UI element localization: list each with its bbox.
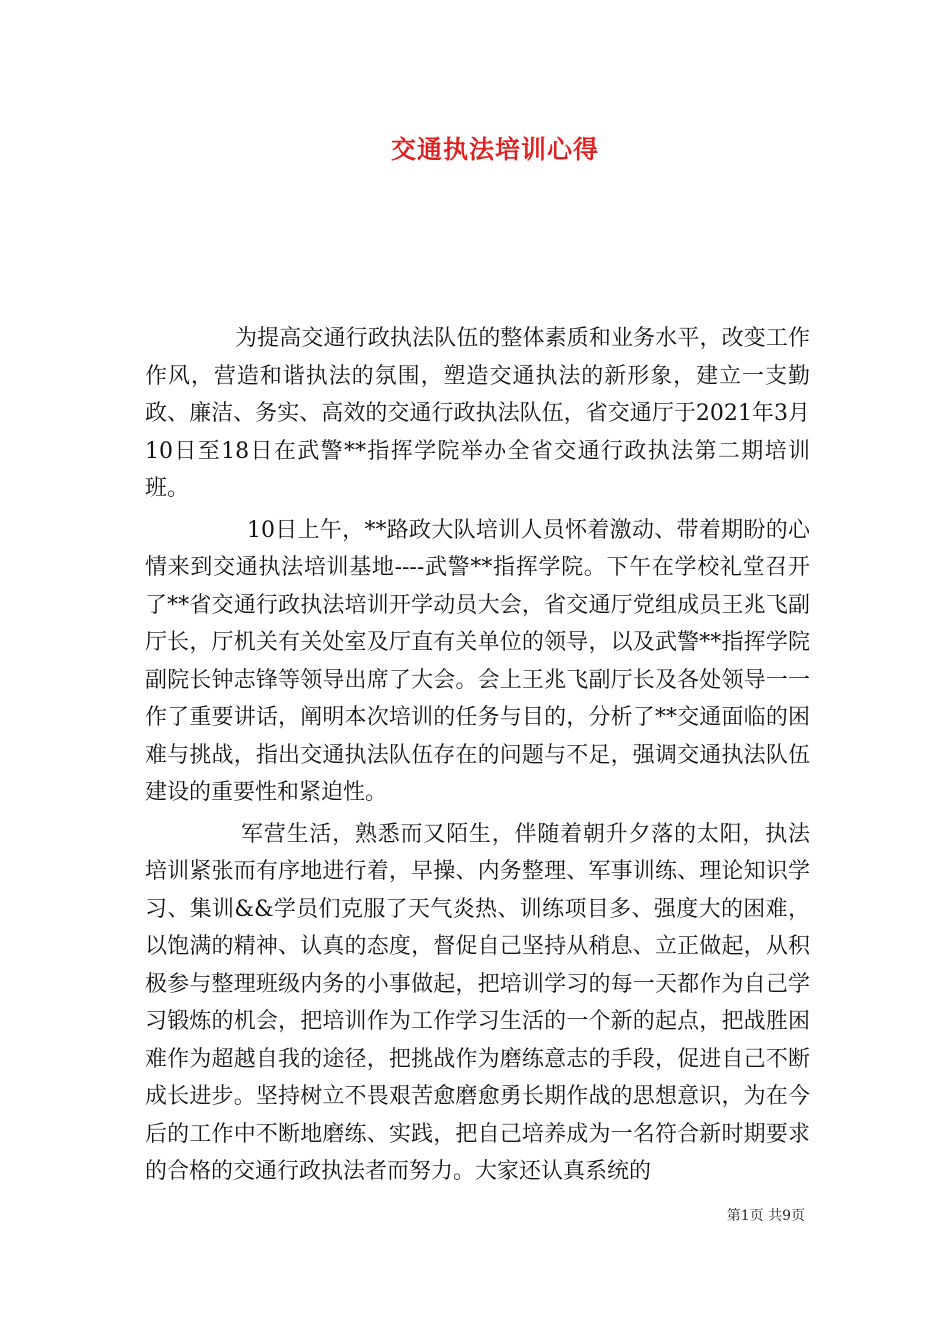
document-title: 交通执法培训心得	[390, 135, 599, 164]
page-number: 第1页 共9页	[726, 1208, 805, 1224]
paragraph-2: 10日上午，**路政大队培训人员怀着激动、带着期盼的心情来到交通执法培训基地----武警**指挥学院。下午在学校礼堂召开了**省交通行政执法培训开学动员大会，省交通厅党组成员王兆飞副厅长，厅机关有关处室及厅直有关单位的领导，以及武警**指挥学院副院长钟志锋等领导出席了大会。会上王兆飞副厅长及各处领导一一作了重要讲话，阐明本次培训的任务与目的，分析了**交通面临的困难与挑战，指出交通执法队伍存在的问题与不足，强调交通执法队伍建设的重要性和紧迫性。	[145, 517, 810, 805]
paragraph-1: 为提高交通行政执法队伍的整体素质和业务水平，改变工作作风，营造和谐执法的氛围，塑造交通执法的新形象，建立一支勤政、廉洁、务实、高效的交通行政执法队伍，省交通厅于2021年3月10日至18日在武警**指挥学院举办全省交通行政执法第二期培训班。	[145, 326, 810, 501]
paragraph-3: 军营生活，熟悉而又陌生，伴随着朝升夕落的太阳，执法培训紧张而有序地进行着，早操、内务整理、军事训练、理论知识学习、集训&&学员们克服了天气炎热、训练项目多、强度大的困难，以饱满的精神、认真的态度，督促自己坚持从稍息、立正做起，从积极参与整理班级内务的小事做起，把培训学习的每一天都作为自己学习锻炼的机会，把培训作为工作学习生活的一个新的起点，把战胜困难作为超越自我的途径，把挑战作为磨练意志的手段，促进自己不断成长进步。坚持树立不畏艰苦愈磨愈勇长期作战的思想意识，为在今后的工作中不断地磨练、实践，把自己培养成为一名符合新时期要求的合格的交通行政执法者而努力。大家还认真系统的	[145, 821, 810, 1184]
document-body	[145, 320, 810, 1195]
